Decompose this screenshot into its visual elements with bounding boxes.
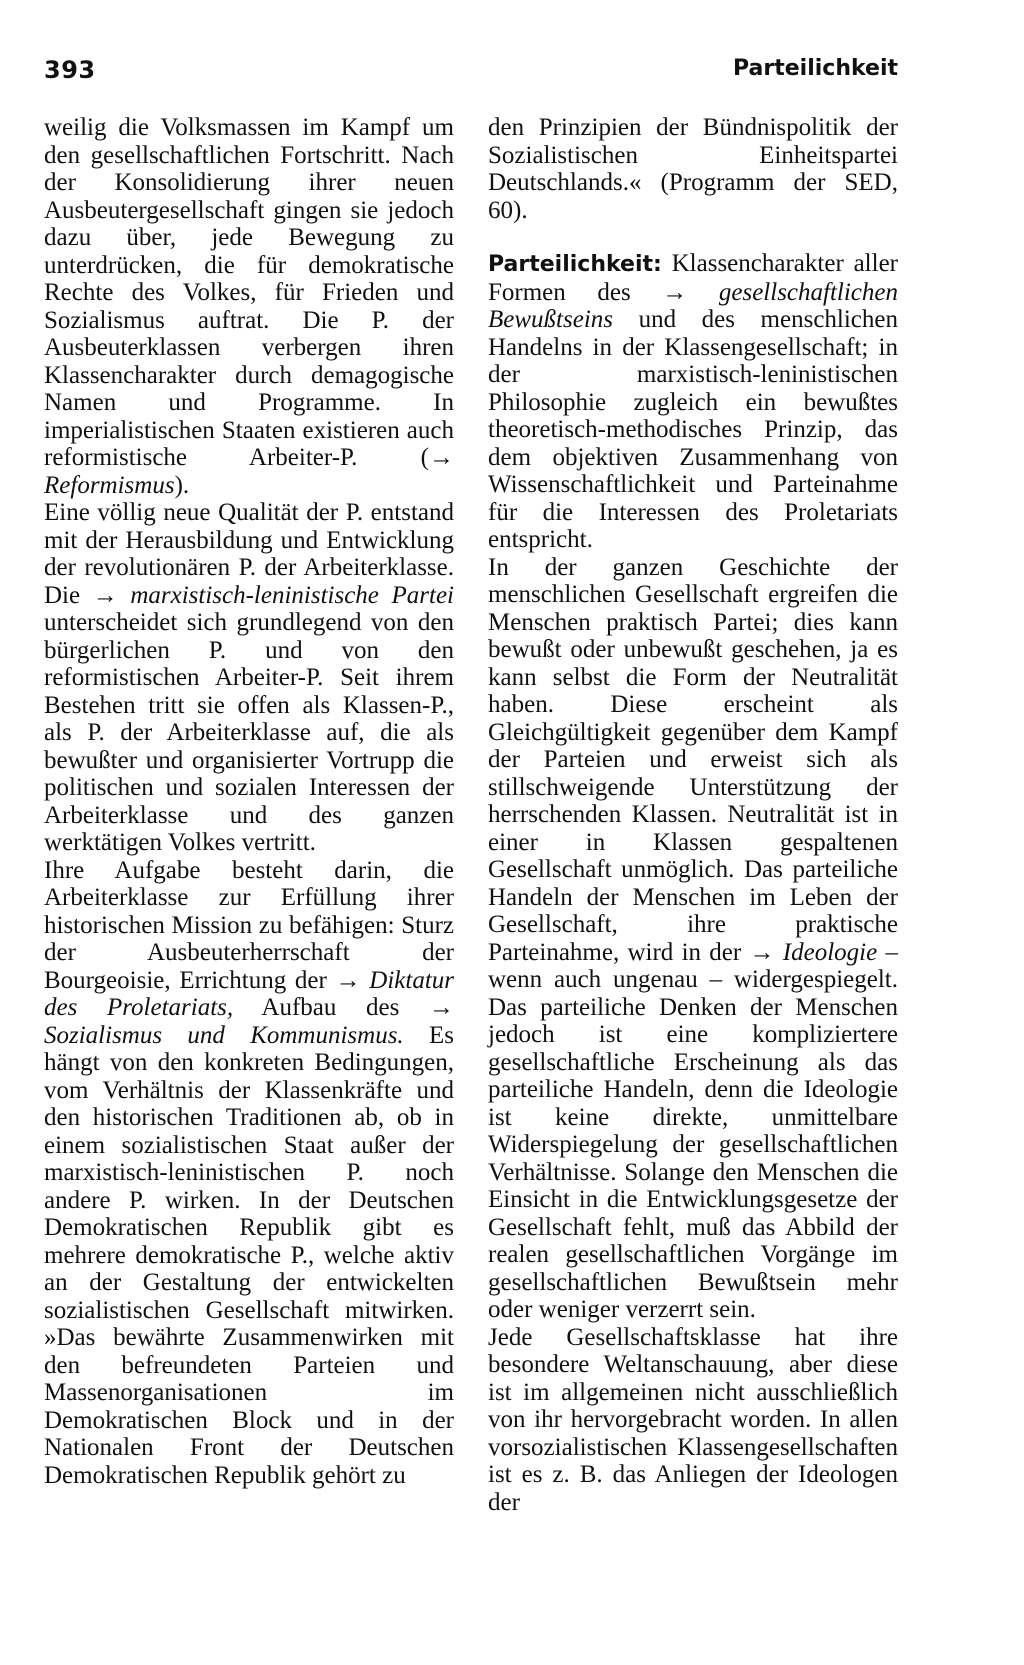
cross-reference: Reformismus <box>44 471 175 499</box>
cross-reference: Ideologie <box>782 938 878 966</box>
page-number: 393 <box>44 56 96 84</box>
text: unterscheidet sich grundlegend von den bürgerlichen P. und von den reformistischen Arbeiter-P. Seit ihrem Bestehen tritt sie offen als Klassen-P., als P. der Arbeiterklasse auf, die als bewußter und organisierter Vortrupp die politischen und sozialen Interessen der Arbeiterklasse und des ganzen werktätigen Volkes vertritt. <box>44 609 454 856</box>
page-header <box>44 56 898 92</box>
text: ). <box>174 471 190 499</box>
cross-reference: marxistisch-leninistische Partei <box>130 581 454 609</box>
cross-reference: gesellschaftlichen Bewußtseins <box>488 278 898 333</box>
entry-spacer <box>488 224 898 250</box>
left-column <box>44 114 454 1489</box>
entry-paragraph <box>488 250 898 554</box>
entry-headword: Parteilichkeit: <box>488 252 662 277</box>
paragraph <box>44 499 454 857</box>
text: – wenn auch ungenau – widergespiegelt. Das parteiliche Denken der Menschen jedoch ist eine kompliziertere gesellschaftliche Erscheinung als das parteiliche Handeln, denn die Ideologie ist keine direkte, unmittelbare Widerspiegelung der gesellschaftlichen Verhältnisse. Solange den Menschen die Einsicht in die Entwicklungsgesetze der Gesellschaft fehlt, muß das Abbild der realen gesellschaftlichen Vorgänge im gesellschaftlichen Bewußtsein mehr oder weniger verzerrt sein. <box>488 938 898 1323</box>
text: Aufbau des → <box>233 994 454 1021</box>
text: und des menschlichen Handelns in der Klassengesellschaft; in der marxistisch-leninistischen Philosophie zugleich ein bewußtes theoretisch-methodisches Prinzip, das dem objektiven Zusammenhang von Wissenschaftlichkeit und Parteinahme für die Interessen des Proletariats entspricht. <box>488 306 898 553</box>
paragraph: Jede Gesellschaftsklasse hat ihre besondere Weltanschauung, aber diese ist im allgemeinen nicht ausschließlich von ihr hervorgebracht worden. In allen vorsozialistischen Klassengesellschaften ist es z. B. das Anliegen der Ideologen der <box>488 1323 898 1516</box>
text: Es hängt von den konkreten Bedingungen, vom Verhältnis der Klassenkräfte und den historischen Traditionen ab, ob in einem sozialistischen Staat außer der marxistisch-leninistischen P. noch andere P. wirken. In der Deutschen Demokratischen Republik gibt es mehrere demokratische P., welche aktiv an der Gestaltung der entwickelten sozialistischen Gesellschaft mitwirken. »Das bewährte Zusammenwirken mit den befreundeten Parteien und Massenorganisationen im Demokratischen Block und in der Nationalen Front der Deutschen Demokratischen Republik gehört zu <box>44 1021 454 1489</box>
text: In der ganzen Geschichte der menschlichen Gesellschaft ergreifen die Menschen praktisch Partei; dies kann bewußt oder unbewußt geschehen, ja es kann selbst die Form der Neutralität haben. Diese erscheint als Gleichgültigkeit gegenüber dem Kampf der Parteien und erweist sich als stillschweigende Unterstützung der herrschenden Klassen. Neutralität ist in einer in Klassen gespaltenen Gesellschaft unmöglich. Das parteiliche Handeln der Menschen im Leben der Gesellschaft, ihre praktische Parteinahme, wird in der → <box>488 553 898 966</box>
paragraph: den Prinzipien der Bündnispolitik der Sozialistischen Einheitspartei Deutschlands.« (Programm der SED, 60). <box>488 114 898 224</box>
right-column <box>488 114 898 1516</box>
running-head: Parteilichkeit <box>732 56 898 81</box>
cross-reference: Sozialismus und Kommunismus. <box>44 1021 404 1049</box>
paragraph <box>488 554 898 1324</box>
text: Eine völlig neue Qualität der P. entstand mit der Herausbildung und Entwicklung der revolutionären P. der Arbeiterklasse. Die → <box>44 499 454 609</box>
text: weilig die Volksmassen im Kampf um den gesellschaftlichen Fortschritt. Nach der Konsolidierung ihrer neuen Ausbeutergesellschaft gingen sie jedoch dazu über, jede Bewegung zu unterdrücken, die für demokratische Rechte des Volkes, für Frieden und Sozialismus auftrat. Die P. der Ausbeuterklassen verbergen ihren Klassencharakter durch demagogische Namen und Programme. In imperialistischen Staaten existieren auch reformistische Arbeiter-P. (→ <box>44 114 454 471</box>
text: Klassencharakter aller Formen des → <box>488 250 898 306</box>
paragraph <box>44 857 454 1490</box>
text: Ihre Aufgabe besteht darin, die Arbeiterklasse zur Erfüllung ihrer historischen Mission zu befähigen: Sturz der Ausbeuterherrschaft der Bourgeoisie, Errichtung der → <box>44 856 454 994</box>
paragraph <box>44 114 454 499</box>
cross-reference: Diktatur des Proletariats, <box>44 966 454 1021</box>
